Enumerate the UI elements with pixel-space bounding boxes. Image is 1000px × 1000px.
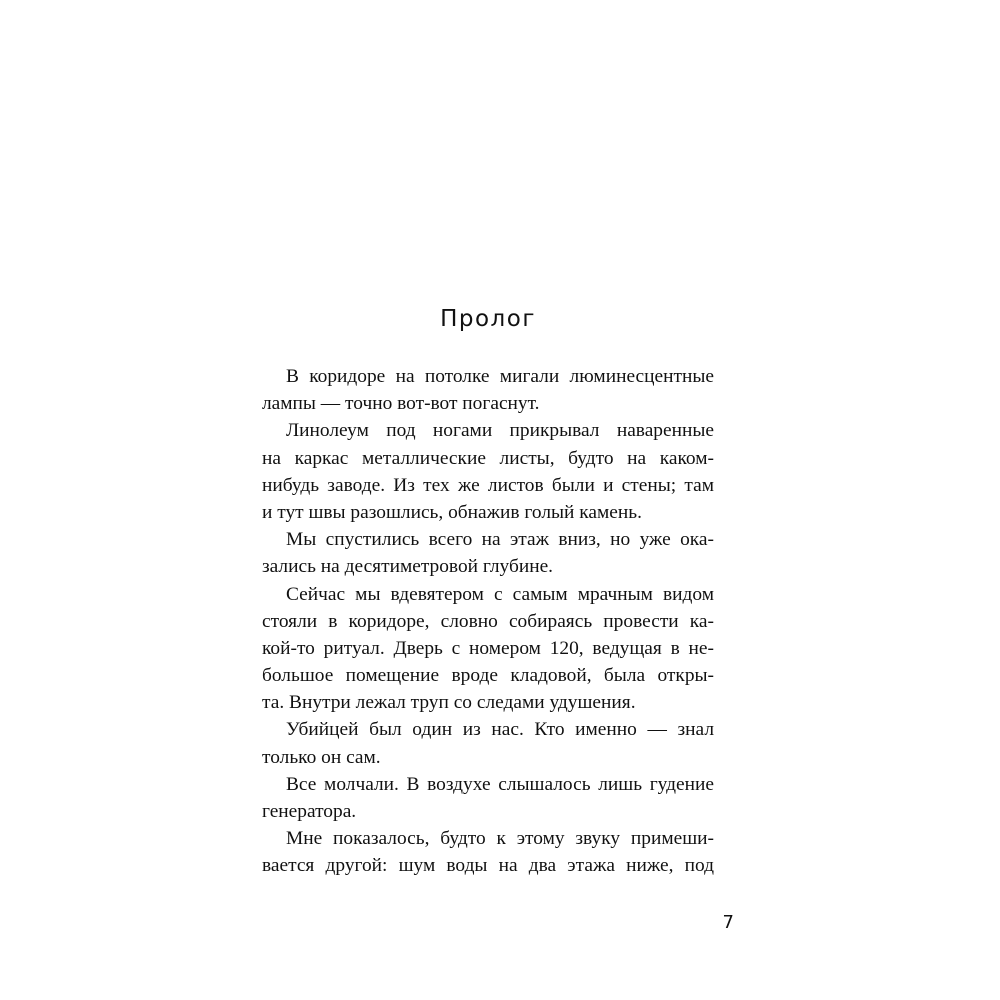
text-line: лампы — точно вот-вот погаснут. (262, 393, 540, 415)
text-line: на каркас металлические листы, будто на каком- (262, 447, 714, 469)
chapter-title: Пролог (440, 306, 536, 332)
text-line: нибудь заводе. Из тех же листов были и стены; там (262, 474, 714, 496)
text-line: Линолеум под ногами прикрывал наваренные (286, 420, 714, 442)
text-line: стояли в коридоре, словно собираясь провести ка- (262, 610, 714, 632)
text-line: та. Внутри лежал труп со следами удушения. (262, 692, 636, 714)
text-line: генератора. (262, 801, 357, 822)
text-line: зались на десятиметровой глубине. (262, 556, 554, 578)
text-line: Мне показалось, будто к этому звуку примеши- (286, 828, 714, 850)
text-line: только он сам. (262, 746, 381, 768)
text-line: и тут швы разошлись, обнажив голый камень. (262, 501, 642, 523)
text-line: большое помещение вроде кладовой, была откры- (262, 665, 714, 687)
body-text (262, 363, 714, 880)
text-line: Все молчали. В воздухе слышалось лишь гудение (286, 773, 714, 795)
text-line: вается другой: шум воды на два этажа ниже, под (262, 855, 714, 877)
page-number: 7 (722, 912, 734, 933)
text-line: Убийцей был один из нас. Кто именно — знал (286, 719, 714, 741)
text-line: Мы спустились всего на этаж вниз, но уже ока- (286, 529, 714, 551)
text-line: Сейчас мы вдевятером с самым мрачным видом (286, 583, 714, 605)
text-line: кой-то ритуал. Дверь с номером 120, ведущая в не- (262, 637, 714, 659)
text-line: В коридоре на потолке мигали люминесцентные (286, 366, 714, 387)
